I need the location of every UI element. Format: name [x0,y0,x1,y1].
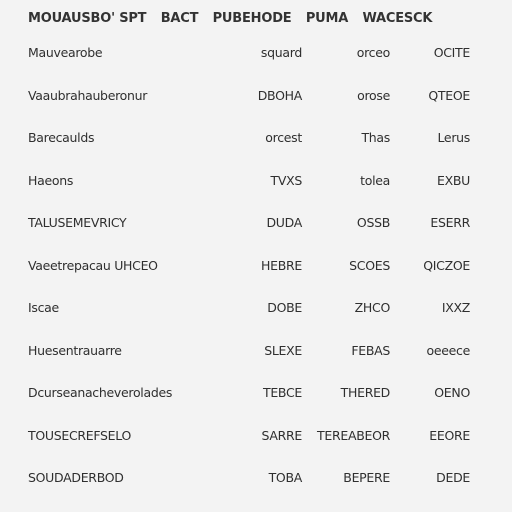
table-row [0,168,512,211]
data-table [0,40,512,508]
row-name: Dcurseanacheverolades [28,385,173,400]
row-value-1: TVXS [270,172,302,188]
row-value-3: EEORE [429,427,470,443]
header-col-4: PUMA [305,11,349,26]
row-name: TALUSEMEVRICY [28,215,127,230]
row-value-2: OSSB [356,215,390,230]
row-value-2: orose [357,87,390,103]
row-value-2: tolea [360,172,390,188]
row-value-1: HEBRE [261,257,302,273]
row-value-3: QTEOE [428,87,470,103]
row-value-2: SCOES [349,257,390,273]
row-value-2: BEPERE [343,470,390,485]
row-name: Haeons [28,172,74,188]
row-name: Iscae [28,300,59,315]
table-row [0,338,512,381]
row-value-1: DUDA [266,215,302,230]
table-row [0,253,512,296]
row-value-2: THERED [340,385,390,400]
table-row [0,295,512,338]
table-row [0,210,512,253]
row-value-3: OCITE [433,45,470,60]
row-value-3: oeeece [426,342,470,358]
row-value-2: TEREABEOR [317,427,390,443]
header-col-5: WACESCK [362,11,433,26]
row-value-3: Lerus [437,130,470,145]
row-value-3: EXBU [437,172,470,188]
row-value-2: FEBAS [351,342,390,358]
row-name: SOUDADERBOD [28,470,124,485]
header-col-1: MOUAUSBO' SPT [28,11,147,26]
row-value-3: IXXZ [441,300,470,315]
row-value-3: OENO [434,385,470,400]
row-name: Mauvearobe [28,45,103,60]
row-value-3: DEDE [436,470,470,485]
row-name: Barecaulds [28,130,95,145]
table-row [0,465,512,508]
row-name: Vaaubrahauberonur [28,87,148,103]
table-header [28,11,442,31]
row-name: Huesentrauarre [28,342,122,358]
row-value-1: DBOHA [257,87,302,103]
header-col-3: PUBEHODE [212,11,292,26]
row-value-2: Thas [361,130,390,145]
table-row [0,83,512,126]
table-row [0,380,512,423]
row-value-2: orceo [356,45,390,60]
row-value-1: SARRE [261,427,302,443]
row-value-3: QICZOE [423,257,470,273]
row-value-3: ESERR [430,215,470,230]
row-name: TOUSECREFSELO [28,427,132,443]
row-value-1: DOBE [267,300,302,315]
row-value-2: ZHCO [354,300,390,315]
row-name: Vaeetrepacau UHCEO [28,257,158,273]
row-value-1: TEBCE [262,385,302,400]
row-value-1: squard [260,45,302,60]
table-row [0,125,512,168]
row-value-1: TOBA [268,470,302,485]
header-col-2: BACT [160,11,199,26]
row-value-1: orcest [265,130,302,145]
row-value-1: SLEXE [264,342,302,358]
table-row [0,40,512,83]
table-row [0,423,512,466]
